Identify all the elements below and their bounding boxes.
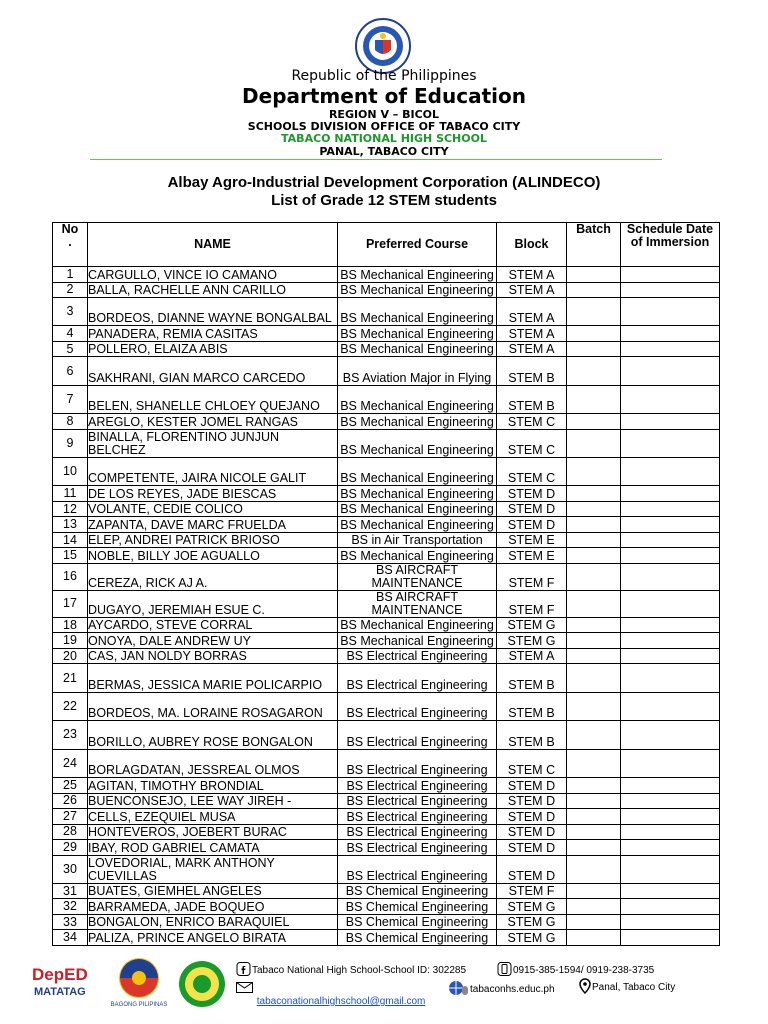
block: STEM D	[497, 501, 567, 517]
student-name: BORILLO, AUBREY ROSE BONGALON	[88, 721, 338, 749]
batch-cell	[567, 385, 621, 413]
phone-icon	[497, 962, 513, 976]
schedule-cell	[621, 385, 720, 413]
batch-cell	[567, 930, 621, 946]
row-number: 31	[53, 883, 88, 899]
batch-cell	[567, 282, 621, 298]
schedule-cell	[621, 648, 720, 664]
schedule-cell	[621, 267, 720, 283]
svg-text:DepED: DepED	[32, 965, 88, 984]
school-logo	[178, 960, 226, 1008]
block: STEM G	[497, 617, 567, 633]
block: STEM A	[497, 267, 567, 283]
table-row	[53, 721, 720, 749]
header-batch: Batch	[567, 223, 621, 267]
website-link[interactable]: tabaconhs.educ.ph	[470, 984, 555, 995]
table-row	[53, 458, 720, 486]
preferred-course: BS Mechanical Engineering	[338, 282, 497, 298]
batch-cell	[567, 793, 621, 809]
department-heading: Department of Education	[242, 84, 526, 108]
schedule-cell	[621, 899, 720, 915]
batch-cell	[567, 532, 621, 548]
schedule-cell	[621, 563, 720, 590]
table-row	[53, 501, 720, 517]
student-name: POLLERO, ELAIZA ABIS	[88, 341, 338, 357]
student-name: BORDEOS, MA. LORAINE ROSAGARON	[88, 692, 338, 720]
row-number: 17	[53, 590, 88, 617]
preferred-course: BS Electrical Engineering	[338, 664, 497, 692]
preferred-course: BS Mechanical Engineering	[338, 341, 497, 357]
block: STEM D	[497, 840, 567, 856]
table-row	[53, 883, 720, 899]
preferred-course: BS Mechanical Engineering	[338, 267, 497, 283]
preferred-course: BS Electrical Engineering	[338, 648, 497, 664]
block: STEM D	[497, 778, 567, 794]
batch-cell	[567, 883, 621, 899]
block: STEM D	[497, 855, 567, 883]
batch-cell	[567, 326, 621, 342]
table-row	[53, 517, 720, 533]
row-number: 13	[53, 517, 88, 533]
email-link[interactable]: tabaconationalhighschool@gmail.com	[256, 996, 426, 1007]
student-name: NOBLE, BILLY JOE AGUALLO	[88, 548, 338, 564]
block: STEM A	[497, 298, 567, 326]
batch-cell	[567, 824, 621, 840]
block: STEM A	[497, 341, 567, 357]
table-row	[53, 357, 720, 385]
row-number: 28	[53, 824, 88, 840]
student-name: BUENCONSEJO, LEE WAY JIREH -	[88, 793, 338, 809]
batch-cell	[567, 721, 621, 749]
preferred-course: BS Chemical Engineering	[338, 899, 497, 915]
schedule-cell	[621, 617, 720, 633]
row-number: 5	[53, 341, 88, 357]
table-row	[53, 385, 720, 413]
row-number: 26	[53, 793, 88, 809]
header-name: NAME	[88, 223, 338, 267]
student-name: BORLAGDATAN, JESSREAL OLMOS	[88, 749, 338, 777]
block: STEM E	[497, 532, 567, 548]
preferred-course: BS Electrical Engineering	[338, 809, 497, 825]
schedule-cell	[621, 486, 720, 502]
schedule-cell	[621, 532, 720, 548]
block: STEM A	[497, 648, 567, 664]
row-number: 2	[53, 282, 88, 298]
student-name: ONOYA, DALE ANDREW UY	[88, 633, 338, 649]
division-heading: SCHOOLS DIVISION OFFICE OF TABACO CITY	[247, 120, 521, 133]
schedule-cell	[621, 793, 720, 809]
table-row	[53, 414, 720, 430]
preferred-course: BS Mechanical Engineering	[338, 414, 497, 430]
batch-cell	[567, 458, 621, 486]
batch-cell	[567, 548, 621, 564]
table-row	[53, 840, 720, 856]
preferred-course: BS Electrical Engineering	[338, 721, 497, 749]
schedule-cell	[621, 517, 720, 533]
row-number: 29	[53, 840, 88, 856]
block: STEM F	[497, 590, 567, 617]
header-divider	[90, 159, 662, 160]
student-name: SAKHRANI, GIAN MARCO CARCEDO	[88, 357, 338, 385]
row-number: 21	[53, 664, 88, 692]
block: STEM C	[497, 458, 567, 486]
preferred-course: BS Mechanical Engineering	[338, 385, 497, 413]
preferred-course: BS Mechanical Engineering	[338, 458, 497, 486]
preferred-course: BS Electrical Engineering	[338, 692, 497, 720]
student-name: BUATES, GIEMHEL ANGELES	[88, 883, 338, 899]
batch-cell	[567, 809, 621, 825]
facebook-contact	[236, 962, 466, 976]
block: STEM G	[497, 633, 567, 649]
row-number: 20	[53, 648, 88, 664]
table-row	[53, 282, 720, 298]
table-row	[53, 664, 720, 692]
preferred-course: BS Electrical Engineering	[338, 793, 497, 809]
schedule-cell	[621, 824, 720, 840]
header-block: Block	[497, 223, 567, 267]
location-heading: PANAL, TABACO CITY	[319, 145, 449, 158]
batch-cell	[567, 648, 621, 664]
student-name: DE LOS REYES, JADE BIESCAS	[88, 486, 338, 502]
row-number: 3	[53, 298, 88, 326]
row-number: 23	[53, 721, 88, 749]
batch-cell	[567, 590, 621, 617]
row-number: 7	[53, 385, 88, 413]
row-number: 16	[53, 563, 88, 590]
row-number: 25	[53, 778, 88, 794]
table-row	[53, 793, 720, 809]
email-icon	[236, 982, 254, 994]
table-row	[53, 633, 720, 649]
batch-cell	[567, 357, 621, 385]
schedule-cell	[621, 809, 720, 825]
batch-cell	[567, 664, 621, 692]
row-number: 27	[53, 809, 88, 825]
schedule-cell	[621, 721, 720, 749]
table-row	[53, 563, 720, 590]
batch-cell	[567, 692, 621, 720]
preferred-course: BS Mechanical Engineering	[338, 326, 497, 342]
bagong-pilipinas-logo	[108, 956, 170, 1008]
schedule-cell	[621, 883, 720, 899]
student-name: CELLS, EZEQUIEL MUSA	[88, 809, 338, 825]
row-number: 18	[53, 617, 88, 633]
block: STEM C	[497, 414, 567, 430]
table-row	[53, 590, 720, 617]
student-table	[52, 222, 720, 946]
table-row	[53, 749, 720, 777]
batch-cell	[567, 517, 621, 533]
schedule-cell	[621, 840, 720, 856]
row-number: 9	[53, 429, 88, 457]
address-text: Panal, Tabaco City	[592, 982, 676, 993]
block: STEM A	[497, 326, 567, 342]
table-row	[53, 930, 720, 946]
block: STEM D	[497, 517, 567, 533]
preferred-course: BS Electrical Engineering	[338, 749, 497, 777]
phone-text: 0915-385-1594/ 0919-238-3735	[513, 965, 655, 976]
student-name: ELEP, ANDREI PATRICK BRIOSO	[88, 532, 338, 548]
facebook-icon	[236, 962, 252, 976]
block: STEM E	[497, 548, 567, 564]
table-row	[53, 548, 720, 564]
preferred-course: BS Mechanical Engineering	[338, 429, 497, 457]
student-name: DUGAYO, JEREMIAH ESUE C.	[88, 590, 338, 617]
globe-mouse-icon	[448, 980, 470, 996]
row-number: 1	[53, 267, 88, 283]
preferred-course: BS Electrical Engineering	[338, 840, 497, 856]
block: STEM B	[497, 385, 567, 413]
batch-cell	[567, 414, 621, 430]
table-row	[53, 648, 720, 664]
schedule-cell	[621, 778, 720, 794]
student-name: CEREZA, RICK AJ A.	[88, 563, 338, 590]
website-contact	[448, 980, 555, 996]
preferred-course: BS Mechanical Engineering	[338, 486, 497, 502]
page-footer	[0, 956, 768, 1016]
schedule-cell	[621, 548, 720, 564]
table-row	[53, 341, 720, 357]
batch-cell	[567, 840, 621, 856]
student-name: AREGLO, KESTER JOMEL RANGAS	[88, 414, 338, 430]
schedule-cell	[621, 414, 720, 430]
schedule-cell	[621, 930, 720, 946]
block: STEM D	[497, 809, 567, 825]
batch-cell	[567, 617, 621, 633]
schedule-cell	[621, 298, 720, 326]
student-name: CAS, JAN NOLDY BORRAS	[88, 648, 338, 664]
table-row	[53, 267, 720, 283]
batch-cell	[567, 563, 621, 590]
preferred-course: BS Chemical Engineering	[338, 930, 497, 946]
batch-cell	[567, 267, 621, 283]
batch-cell	[567, 298, 621, 326]
table-row	[53, 486, 720, 502]
preferred-course: BS Electrical Engineering	[338, 824, 497, 840]
batch-cell	[567, 633, 621, 649]
row-number: 30	[53, 855, 88, 883]
student-name: BALLA, RACHELLE ANN CARILLO	[88, 282, 338, 298]
deped-matatag-logo	[30, 962, 100, 1002]
phone-contact	[497, 962, 654, 976]
table-row	[53, 778, 720, 794]
block: STEM B	[497, 664, 567, 692]
schedule-cell	[621, 749, 720, 777]
block: STEM F	[497, 563, 567, 590]
schedule-cell	[621, 590, 720, 617]
student-name: BELEN, SHANELLE CHLOEY QUEJANO	[88, 385, 338, 413]
preferred-course: BS Mechanical Engineering	[338, 517, 497, 533]
row-number: 11	[53, 486, 88, 502]
row-number: 22	[53, 692, 88, 720]
schedule-cell	[621, 357, 720, 385]
preferred-course: BS Chemical Engineering	[338, 914, 497, 930]
block: STEM G	[497, 899, 567, 915]
document-title: Albay Agro-Industrial Development Corporation (ALINDECO)	[167, 174, 601, 191]
student-name: AYCARDO, STEVE CORRAL	[88, 617, 338, 633]
address-contact	[578, 978, 675, 994]
row-number: 33	[53, 914, 88, 930]
block: STEM C	[497, 429, 567, 457]
student-name: COMPETENTE, JAIRA NICOLE GALIT	[88, 458, 338, 486]
schedule-cell	[621, 501, 720, 517]
location-pin-icon	[578, 978, 592, 994]
block: STEM D	[497, 793, 567, 809]
table-row	[53, 914, 720, 930]
row-number: 6	[53, 357, 88, 385]
table-row	[53, 855, 720, 883]
preferred-course: BS Aviation Major in Flying	[338, 357, 497, 385]
row-number: 4	[53, 326, 88, 342]
table-row	[53, 298, 720, 326]
student-name: IBAY, ROD GABRIEL CAMATA	[88, 840, 338, 856]
schedule-cell	[621, 664, 720, 692]
batch-cell	[567, 341, 621, 357]
row-number: 10	[53, 458, 88, 486]
row-number: 14	[53, 532, 88, 548]
batch-cell	[567, 486, 621, 502]
table-row	[53, 617, 720, 633]
preferred-course: BS Mechanical Engineering	[338, 548, 497, 564]
row-number: 8	[53, 414, 88, 430]
block: STEM D	[497, 824, 567, 840]
block: STEM A	[497, 282, 567, 298]
student-name: ZAPANTA, DAVE MARC FRUELDA	[88, 517, 338, 533]
block: STEM G	[497, 930, 567, 946]
student-name: PALIZA, PRINCE ANGELO BIRATA	[88, 930, 338, 946]
batch-cell	[567, 914, 621, 930]
schedule-cell	[621, 326, 720, 342]
table-row	[53, 429, 720, 457]
student-name: BARRAMEDA, JADE BOQUEO	[88, 899, 338, 915]
preferred-course: BS Mechanical Engineering	[338, 501, 497, 517]
header-course: Preferred Course	[338, 223, 497, 267]
table-row	[53, 899, 720, 915]
student-name: CARGULLO, VINCE IO CAMANO	[88, 267, 338, 283]
facebook-text: Tabaco National High School-School ID: 302285	[252, 965, 467, 976]
row-number: 19	[53, 633, 88, 649]
batch-cell	[567, 429, 621, 457]
block: STEM F	[497, 883, 567, 899]
deped-seal-icon	[355, 18, 411, 74]
region-heading: REGION V – BICOL	[328, 108, 440, 121]
block: STEM G	[497, 914, 567, 930]
block: STEM D	[497, 486, 567, 502]
batch-cell	[567, 501, 621, 517]
block: STEM B	[497, 692, 567, 720]
row-number: 15	[53, 548, 88, 564]
row-number: 24	[53, 749, 88, 777]
batch-cell	[567, 778, 621, 794]
header-no: No .	[53, 223, 88, 267]
document-subtitle: List of Grade 12 STEM students	[271, 192, 497, 209]
student-name: HONTEVEROS, JOEBERT BURAC	[88, 824, 338, 840]
row-number: 32	[53, 899, 88, 915]
row-number: 12	[53, 501, 88, 517]
table-row	[53, 326, 720, 342]
schedule-cell	[621, 692, 720, 720]
table-row	[53, 532, 720, 548]
republic-heading: Republic of the Philippines	[291, 68, 477, 84]
preferred-course: BS Mechanical Engineering	[338, 298, 497, 326]
block: STEM B	[497, 721, 567, 749]
student-name: BINALLA, FLORENTINO JUNJUN BELCHEZ	[88, 429, 338, 457]
row-number: 34	[53, 930, 88, 946]
preferred-course: BS AIRCRAFT MAINTENANCE	[338, 563, 497, 590]
email-contact	[236, 982, 426, 1007]
preferred-course: BS Mechanical Engineering	[338, 633, 497, 649]
student-name: BONGALON, ENRICO BARAQUIEL	[88, 914, 338, 930]
schedule-cell	[621, 855, 720, 883]
table-row	[53, 809, 720, 825]
batch-cell	[567, 855, 621, 883]
student-name: LOVEDORIAL, MARK ANTHONY CUEVILLAS	[88, 855, 338, 883]
student-name: BORDEOS, DIANNE WAYNE BONGALBAL	[88, 298, 338, 326]
table-row	[53, 824, 720, 840]
table-row	[53, 692, 720, 720]
student-name: PANADERA, REMIA CASITAS	[88, 326, 338, 342]
schedule-cell	[621, 341, 720, 357]
preferred-course: BS Electrical Engineering	[338, 778, 497, 794]
schedule-cell	[621, 429, 720, 457]
preferred-course: BS Mechanical Engineering	[338, 617, 497, 633]
student-name: AGITAN, TIMOTHY BRONDIAL	[88, 778, 338, 794]
student-name: BERMAS, JESSICA MARIE POLICARPIO	[88, 664, 338, 692]
schedule-cell	[621, 633, 720, 649]
header-schedule: Schedule Date of Immersion	[621, 223, 720, 267]
block: STEM B	[497, 357, 567, 385]
schedule-cell	[621, 914, 720, 930]
svg-text:BAGONG PILIPINAS: BAGONG PILIPINAS	[110, 1002, 168, 1008]
batch-cell	[567, 899, 621, 915]
preferred-course: BS AIRCRAFT MAINTENANCE	[338, 590, 497, 617]
student-name: VOLANTE, CEDIE COLICO	[88, 501, 338, 517]
school-heading: TABACO NATIONAL HIGH SCHOOL	[281, 132, 487, 145]
preferred-course: BS Chemical Engineering	[338, 883, 497, 899]
preferred-course: BS Electrical Engineering	[338, 855, 497, 883]
schedule-cell	[621, 282, 720, 298]
block: STEM C	[497, 749, 567, 777]
schedule-cell	[621, 458, 720, 486]
batch-cell	[567, 749, 621, 777]
svg-text:MATATAG: MATATAG	[34, 986, 86, 998]
preferred-course: BS in Air Transportation	[338, 532, 497, 548]
